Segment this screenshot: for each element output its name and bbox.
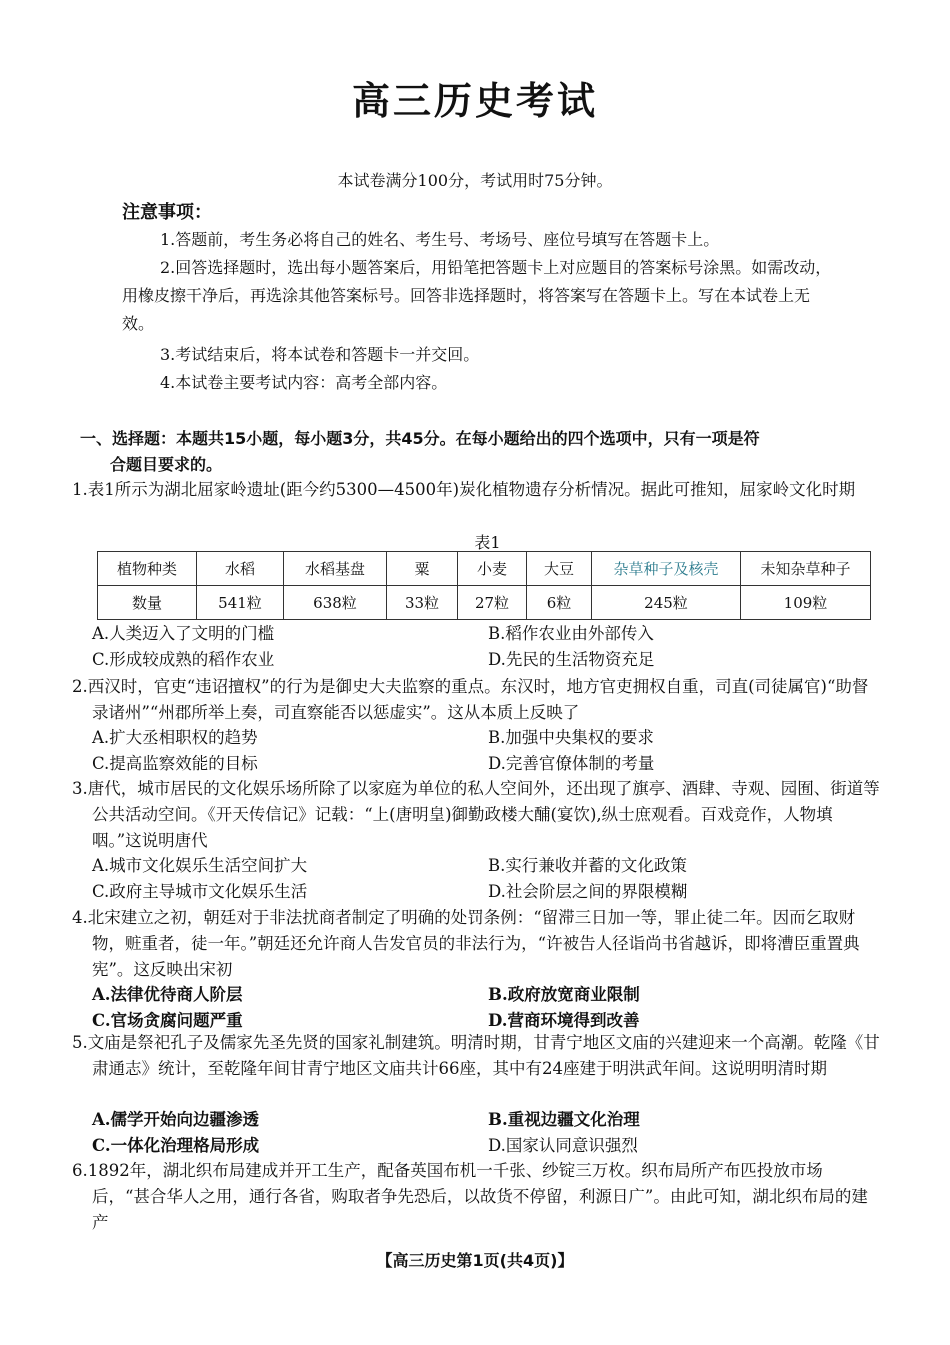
option-c: C.一体化治理格局形成 [92,1136,260,1155]
option-b: B.政府放宽商业限制 [488,985,640,1004]
table-header-cell: 水稻 [197,552,284,586]
table-header-cell: 水稻基盘 [284,552,387,586]
question-1-options [92,621,872,673]
table-header-cell: 粟 [387,552,458,586]
question-1-stem: 1.表1所示为湖北屈家岭遗址(距今约5300—4500年)炭化植物遗存分析情况。据此可推知，屈家岭文化时期 [72,480,856,499]
option-a: A.人类迈入了文明的门槛 [92,624,275,643]
option-a: A.城市文化娱乐生活空间扩大 [92,856,308,875]
section-header: 一、选择题：本题共15小题，每小题3分，共45分。在每小题给出的四个选项中，只有一项是符 合题目要求的。 [80,429,760,474]
table-cell: 27粒 [458,586,527,620]
table-cell: 33粒 [387,586,458,620]
option-d: D.社会阶层之间的界限模糊 [488,882,688,901]
table-header-cell: 植物种类 [98,552,197,586]
table-header-cell: 大豆 [527,552,592,586]
table-cell: 109粒 [741,586,871,620]
table-header-cell: 未知杂草种子 [741,552,871,586]
notice-item-3: 3.考试结束后，将本试卷和答题卡一并交回。 [160,345,480,364]
option-a: A.法律优待商人阶层 [92,985,243,1004]
question-4-options [92,982,872,1034]
option-c: C.政府主导城市文化娱乐生活 [92,882,308,901]
option-b: B.稻作农业由外部传入 [488,624,654,643]
option-d: D.完善官僚体制的考量 [488,754,655,773]
question-3-options [92,853,872,905]
table-header-cell: 杂草种子及核壳 [592,552,741,586]
option-c: C.官场贪腐问题严重 [92,1011,243,1030]
option-a: A.儒学开始向边疆渗透 [92,1110,260,1129]
page-footer: 【高三历史第1页(共4页)】 [376,1251,574,1270]
table-header-cell: 小麦 [458,552,527,586]
question-4-stem: 4.北宋建立之初，朝廷对于非法扰商者制定了明确的处罚条例：“留滞三日加一等，罪止徒二年。因而乞取财物，赃重者，徒一年。”朝廷还允许商人告发官员的非法行为，“许被告人径诣尚书省越诉，即将漕臣重置典宪”。这反映出宋初 [72,908,860,979]
notice-item-1: 1.答题前，考生务必将自己的姓名、考生号、考场号、座位号填写在答题卡上。 [160,230,720,249]
question-6-stem: 6.1892年，湖北织布局建成并开工生产，配备英国布机一千张、纱锭三万枚。织布局所产布匹投放市场后，“甚合华人之用，通行各省，购取者争先恐后，以故货不停留，利源日广”。由此可知，湖北织布局的建产 [72,1161,868,1232]
table-cell: 541粒 [197,586,284,620]
page-title: 高三历史考试 [351,79,598,123]
option-c: C.提高监察效能的目标 [92,754,258,773]
option-c: C.形成较成熟的稻作农业 [92,650,275,669]
option-b: B.重视边疆文化治理 [488,1110,640,1129]
notice-heading: 注意事项： [122,202,212,223]
notice-item-4: 4.本试卷主要考试内容：高考全部内容。 [160,373,448,392]
table-cell: 638粒 [284,586,387,620]
table-caption: 表1 [474,533,501,552]
notice-item-2: 2.回答选择题时，选出每小题答案后，用铅笔把答题卡上对应题目的答案标号涂黑。如需改动，用橡皮擦干净后，再选涂其他答案标号。回答非选择题时，将答案写在答题卡上。写在本试卷上无效。 [122,258,832,333]
question-2-options [92,725,872,777]
option-b: B.加强中央集权的要求 [488,728,654,747]
option-d: D.先民的生活物资充足 [488,650,655,669]
question-2-stem: 2.西汉时，官吏“违诏擅权”的行为是御史大夫监察的重点。东汉时，地方官吏拥权自重，司直(司徒属官)“助督录诸州”“州郡所举上奏，司直察能否以惩虚实”。这从本质上反映了 [72,677,869,722]
table-cell: 245粒 [592,586,741,620]
option-d: D.营商环境得到改善 [488,1011,640,1030]
table-cell: 6粒 [527,586,592,620]
question-5-stem: 5.文庙是祭祀孔子及儒家先圣先贤的国家礼制建筑。明清时期，甘青宁地区文庙的兴建迎来一个高潮。乾隆《甘肃通志》统计，至乾隆年间甘青宁地区文庙共计66座，其中有24座建于明洪武年间。这说明明清时期 [72,1033,880,1078]
option-a: A.扩大丞相职权的趋势 [92,728,258,747]
table-cell: 数量 [98,586,197,620]
exam-intro: 本试卷满分100分，考试用时75分钟。 [337,171,613,190]
option-d: D.国家认同意识强烈 [488,1136,638,1155]
plant-remains-table [97,551,871,620]
question-3-stem: 3.唐代，城市居民的文化娱乐场所除了以家庭为单位的私人空间外，还出现了旗亭、酒肆、寺观、园囿、街道等公共活动空间。《开天传信记》记载：“上(唐明皇)御勤政楼大酺(宴饮),纵士庶观看。百戏竞作，人物填咽。”这说明唐代 [72,779,880,850]
table-header-row [98,552,871,586]
table-row [98,586,871,620]
option-b: B.实行兼收并蓄的文化政策 [488,856,687,875]
question-5-options [92,1107,872,1159]
